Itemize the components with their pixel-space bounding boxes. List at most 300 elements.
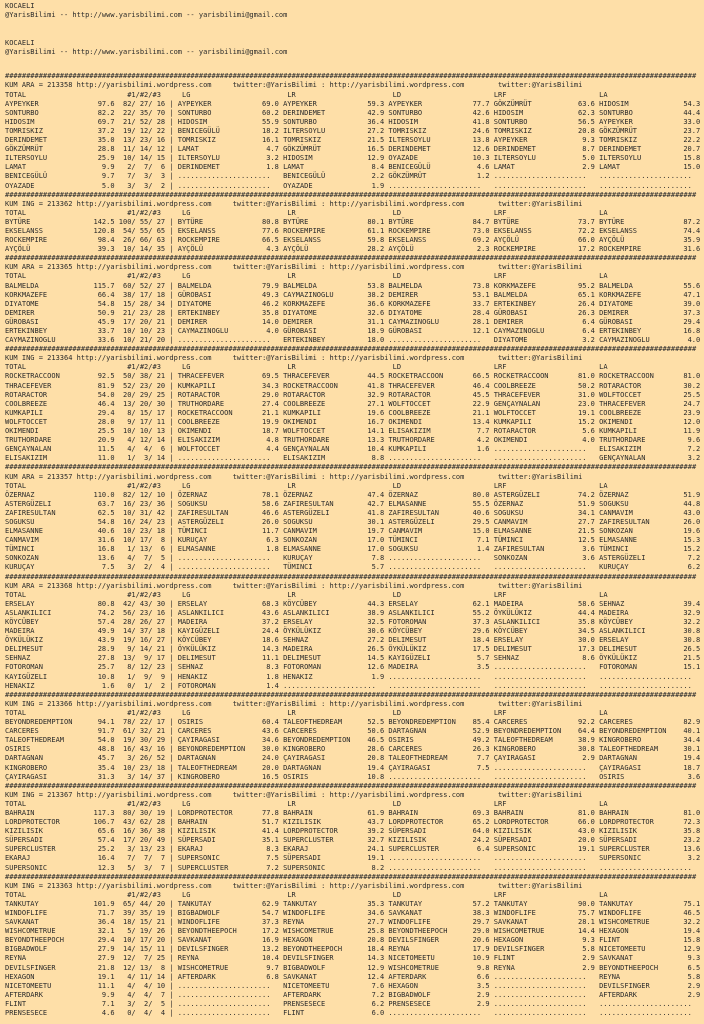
- spacer: [700, 936, 704, 945]
- la-horse-name: MADEIRA: [599, 608, 629, 617]
- lr-score: 28.6: [367, 745, 385, 754]
- blog-link: http://yarisbilimi.wordpress.com: [76, 472, 212, 481]
- lrf-score: 81.0: [578, 808, 595, 817]
- lg-empty-cell: ......................: [177, 1009, 271, 1018]
- horse-name: ZAFIRESULTAN: [5, 508, 56, 517]
- la-score: 15.8: [683, 936, 701, 945]
- la-horse-name: ROTARACTOR: [599, 381, 642, 390]
- ld-horse-name: REYNA: [388, 945, 410, 954]
- placings: 9/ 14/ 21: [118, 645, 166, 654]
- lr-score: 5.7: [371, 563, 385, 572]
- section-header: [5, 882, 696, 891]
- spacer: [700, 109, 704, 118]
- lr-horse-name: KUMKAPILI: [283, 408, 322, 417]
- twitter-handle: twitter:@YarisBilimi: [498, 472, 583, 481]
- placings: 1/ 3/ 14: [118, 454, 166, 463]
- column-header-ld: LD: [392, 90, 402, 99]
- column-header-lr: LR: [287, 272, 296, 281]
- lr-score: 10.8: [367, 772, 385, 781]
- race-section: [5, 572, 701, 691]
- lr-horse-name: GÜROBASI: [283, 327, 317, 335]
- table-row: [5, 718, 701, 727]
- twitter-handle: twitter:@YarisBilimi: [498, 354, 583, 363]
- lg-score: 46.2: [262, 299, 279, 308]
- lrf-score: 72.2: [578, 226, 595, 235]
- placings: 43/ 62/ 28: [118, 818, 166, 827]
- lrf-horse-name: SÜPERSADI: [493, 836, 532, 845]
- la-horse-name: KURUÇAY: [599, 563, 629, 572]
- horse-name: DERINDEMET: [5, 136, 48, 145]
- lr-score: 6.0: [371, 1009, 385, 1018]
- column-header-total: TOTAL: [5, 208, 27, 217]
- la-horse-name: AFTERDARK: [599, 990, 638, 999]
- ld-score: 33.7: [472, 299, 490, 308]
- lrf-score: 38.9: [578, 736, 595, 745]
- la-horse-name: SÜPERSADI: [599, 836, 637, 845]
- ld-horse-name: BALMELDA: [388, 281, 423, 290]
- placings: 10/ 21/ 20: [118, 336, 166, 345]
- lr-horse-name: REYNA: [283, 918, 305, 927]
- table-row: [5, 845, 701, 854]
- lg-score: 4.0: [266, 327, 279, 335]
- ld-horse-name: ZAFIRESULTAN: [388, 508, 439, 517]
- placings: 10/ 14/ 35: [118, 245, 166, 254]
- placings: 4/ 11/ 14: [118, 972, 166, 981]
- la-score: 75.1: [683, 899, 701, 908]
- total-score: 54.8: [97, 299, 115, 308]
- lr-horse-name: ILTERSOYLU: [283, 126, 326, 135]
- total-score: 7.5: [101, 563, 115, 572]
- spacer: [700, 372, 704, 381]
- lg-score: 13.2: [262, 945, 279, 954]
- lrf-score: 58.6: [578, 599, 595, 608]
- ld-score: 7.5: [476, 763, 490, 772]
- total-score: 82.2: [97, 108, 115, 117]
- lrf-score: 5.8: [582, 945, 595, 954]
- total-score: 117.3: [93, 808, 115, 817]
- lrf-horse-name: CARCERES: [493, 718, 528, 727]
- la-horse-name: ILTERSOYLU: [599, 154, 642, 163]
- ld-score: 10.9: [472, 954, 490, 963]
- ld-score: 1.4: [476, 545, 490, 554]
- column-header-lr: LR: [287, 890, 296, 899]
- ld-score: 1.2: [476, 172, 490, 181]
- ld-score: 55.2: [472, 608, 490, 617]
- lg-score: 4.3: [266, 245, 279, 254]
- ld-horse-name: PRENSESECE: [388, 999, 431, 1008]
- spacer: [700, 663, 704, 672]
- la-horse-name: ERTEKINBEY: [599, 327, 642, 335]
- column-separator: |: [169, 145, 174, 154]
- table-row: [5, 417, 701, 427]
- placings: 10/ 10/ 23: [118, 327, 166, 335]
- ld-horse-name: BYTÜRE: [388, 217, 414, 226]
- lg-horse-name: ROCKEMPIRE: [177, 236, 220, 245]
- lrf-horse-name: FLINT: [493, 954, 515, 963]
- lg-score: 8.3: [266, 663, 279, 672]
- horse-name: KURUÇAY: [5, 563, 35, 572]
- lg-horse-name: ILTERSOYLU: [177, 154, 220, 163]
- spacer: [700, 227, 704, 236]
- total-score: 62.5: [97, 508, 115, 517]
- lr-score: 10.4: [367, 445, 385, 454]
- lrf-score: 44.4: [578, 608, 595, 617]
- column-separator: |: [169, 308, 174, 317]
- lr-score: 16.5: [367, 145, 385, 154]
- colon-separator: :: [321, 263, 326, 272]
- total-score: 13.6: [97, 554, 115, 563]
- ld-score: 3.5: [476, 981, 490, 990]
- total-score: 80.8: [97, 599, 115, 608]
- total-score: 54.0: [97, 736, 115, 745]
- lr-horse-name: WOLFTOCCET: [283, 427, 326, 436]
- ld-score: 73.8: [472, 281, 490, 290]
- placings: 5/ 19/ 26: [118, 927, 166, 936]
- lg-score: 14.3: [262, 645, 279, 654]
- ld-score: 6.6: [476, 972, 490, 981]
- lr-horse-name: OKIMENDI: [283, 417, 317, 426]
- twitter-handle: twitter:@YarisBilimi: [232, 199, 317, 208]
- table-row: [5, 126, 701, 136]
- column-header-1-2-3: #1/#2/#3: [127, 799, 161, 808]
- column-separator: |: [169, 390, 174, 399]
- ld-empty-cell: ......................: [388, 1009, 482, 1018]
- spacer: [700, 554, 704, 563]
- ld-horse-name: ÖYKÜLÜKIZ: [388, 645, 427, 654]
- la-score: 30.8: [683, 636, 701, 645]
- spacer: [700, 600, 704, 609]
- ld-horse-name: SOGUKSU: [388, 545, 418, 554]
- lr-score: 30.1: [367, 517, 385, 526]
- twitter-handle: twitter:@YarisBilimi: [498, 263, 583, 272]
- lg-score: 1.8: [266, 545, 279, 554]
- spacer: [700, 1000, 704, 1009]
- ld-horse-name: KÖYCÜBEY: [388, 627, 423, 636]
- total-score: 10.8: [97, 672, 115, 681]
- la-horse-name: TRUTHORDARE: [599, 436, 646, 445]
- table-row: [5, 490, 701, 500]
- lg-horse-name: KAYIGÜZELI: [177, 627, 220, 636]
- lr-score: 28.2: [367, 245, 385, 254]
- separator-line: ####################################################################################################################################################################: [5, 72, 697, 81]
- la-score: 32.9: [683, 608, 701, 617]
- table-row: [5, 918, 701, 927]
- table-row: [5, 154, 701, 163]
- horse-name: ASTERGÜZELI: [5, 499, 52, 508]
- column-separator: |: [169, 445, 174, 454]
- ld-horse-name: TÜMINCI: [388, 536, 418, 545]
- total-score: 97.6: [97, 99, 115, 108]
- blog-link: http://yarisbilimi.wordpress.com: [329, 81, 465, 90]
- la-horse-name: OSIRIS: [599, 772, 625, 781]
- race-section: [5, 781, 701, 873]
- lrf-score: 4.0: [582, 436, 595, 445]
- spacer: [700, 982, 704, 991]
- total-score: 16.8: [97, 545, 115, 554]
- lrf-empty-cell: ......................: [493, 981, 587, 990]
- table-row: [5, 736, 701, 745]
- lr-score: 39.2: [367, 827, 385, 836]
- table-row: [5, 745, 701, 754]
- column-separator: |: [169, 899, 174, 908]
- lrf-score: 20.8: [578, 126, 595, 135]
- lr-horse-name: BENICEGÜLÜ: [283, 172, 326, 181]
- spacer: [700, 618, 704, 627]
- la-horse-name: SUPERCLUSTER: [599, 845, 650, 854]
- horse-name: GENÇAYNALAN: [5, 445, 52, 454]
- lr-score: 12.9: [367, 154, 385, 163]
- lr-score: 17.0: [367, 545, 385, 554]
- lg-score: 78.1: [262, 490, 279, 499]
- horse-name: ERSELAY: [5, 599, 35, 608]
- lg-horse-name: TOMRISKIZ: [177, 136, 216, 145]
- spacer: [700, 1009, 704, 1018]
- lg-horse-name: KINGROBERO: [177, 772, 220, 781]
- column-header-row: [5, 363, 696, 372]
- lr-horse-name: CANMAVIM: [283, 527, 317, 536]
- ld-score: 2.9: [476, 990, 490, 999]
- column-separator: |: [169, 918, 174, 927]
- column-separator: |: [169, 417, 174, 426]
- la-score: 82.9: [683, 718, 701, 727]
- lg-score: 29.0: [262, 390, 279, 399]
- total-score: 54.8: [97, 517, 115, 526]
- lr-score: 27.1: [367, 399, 385, 408]
- ld-horse-name: FOTOROMAN: [388, 618, 427, 626]
- la-score: 44.4: [683, 108, 701, 117]
- horse-name: SEHNAZ: [5, 654, 31, 663]
- column-header-row: [5, 591, 696, 600]
- la-horse-name: SAVKANAT: [599, 954, 633, 963]
- total-score: 35.0: [97, 136, 115, 145]
- la-empty-cell: ......................: [599, 181, 692, 190]
- la-score: 33.0: [683, 117, 701, 126]
- lrf-horse-name: BALMELDA: [493, 290, 528, 299]
- column-header-la: LA: [599, 799, 608, 808]
- race-sections: [5, 72, 701, 1018]
- lg-horse-name: WOLFTOCCET: [177, 445, 220, 454]
- ld-score: 41.8: [472, 117, 490, 126]
- horse-name: ÇAYIRAGASI: [5, 772, 48, 781]
- placings: 19/ 16/ 27: [118, 636, 166, 645]
- total-score: 27.8: [97, 654, 115, 663]
- lg-score: 77.8: [262, 808, 279, 817]
- la-horse-name: GENÇAYNALAN: [599, 454, 646, 463]
- placings: 22/ 35/ 70: [118, 108, 166, 117]
- blog-link: http://yarisbilimi.wordpress.com: [329, 881, 465, 890]
- ld-horse-name: TRUTHORDARE: [388, 436, 435, 445]
- lrf-score: 74.2: [578, 490, 595, 499]
- column-separator: |: [169, 927, 174, 936]
- blog-link: http://yarisbilimi.wordpress.com: [76, 790, 212, 799]
- lr-horse-name: ROCKETRACCOON: [283, 381, 338, 390]
- placings: 12/ 13/ 8: [118, 963, 166, 972]
- ld-score: 65.2: [472, 818, 490, 827]
- placings: 60/ 52/ 27: [118, 281, 166, 290]
- placings: 3/ 26/ 52: [118, 754, 166, 763]
- spacer: [700, 645, 704, 654]
- total-score: 69.7: [97, 117, 115, 126]
- la-horse-name: CAYMAZINOGLU: [599, 336, 650, 345]
- lg-horse-name: ROCKETRACCOON: [177, 408, 233, 417]
- lr-horse-name: BEYONDTHEEPOCH: [283, 945, 343, 954]
- column-separator: |: [169, 818, 174, 827]
- la-score: 21.5: [683, 654, 701, 663]
- la-horse-name: DIYATOME: [599, 299, 633, 308]
- table-row: [5, 508, 701, 518]
- spacer: [700, 436, 704, 445]
- column-header-la: LA: [599, 363, 608, 372]
- lr-score: 27.2: [367, 636, 385, 645]
- lg-score: 69.0: [262, 99, 279, 108]
- placings: 78/ 22/ 17: [118, 718, 166, 727]
- spacer: [700, 518, 704, 527]
- lg-empty-cell: ......................: [177, 181, 271, 190]
- lg-score: 4.4: [266, 445, 279, 454]
- lg-horse-name: KUMKAPILI: [177, 381, 216, 390]
- la-score: 32.2: [683, 618, 701, 626]
- lr-horse-name: ROTARACTOR: [283, 390, 326, 399]
- ld-score: 12.1: [472, 327, 490, 335]
- spacer: [700, 718, 704, 727]
- lr-horse-name: SEHNAZ: [283, 636, 309, 645]
- ld-score: 85.4: [472, 718, 490, 727]
- lg-horse-name: ERSELAY: [177, 599, 208, 608]
- lrf-horse-name: SONTURBO: [493, 117, 528, 126]
- lr-horse-name: EKARAJ: [283, 845, 309, 854]
- table-row: [5, 172, 696, 181]
- horse-name: WINDOFLIFE: [5, 909, 48, 917]
- ld-horse-name: ÇAYIRAGASI: [388, 763, 431, 772]
- total-score: 48.8: [97, 745, 115, 754]
- column-header-lrf: LRF: [493, 208, 507, 217]
- total-score: 57.4: [97, 836, 115, 845]
- lr-horse-name: OYAZADE: [283, 181, 313, 190]
- ld-score: 17.5: [472, 645, 490, 654]
- horse-name: KUMKAPILI: [5, 408, 43, 417]
- lrf-score: 90.0: [578, 899, 595, 908]
- column-separator: |: [169, 554, 174, 563]
- lr-score: 14.3: [367, 954, 385, 963]
- blog-link: http://yarisbilimi.wordpress.com: [329, 354, 465, 363]
- lr-score: 36.6: [367, 299, 385, 308]
- total-score: 63.7: [97, 499, 115, 508]
- ld-score: 2.9: [476, 999, 490, 1008]
- la-score: 35.8: [683, 827, 701, 836]
- lg-score: 69.5: [262, 372, 279, 381]
- lr-score: 35.3: [367, 899, 385, 908]
- blog-link: http://yarisbilimi.wordpress.com: [329, 263, 465, 272]
- horse-name: SÜPERSADI: [5, 836, 43, 845]
- ld-score: 57.2: [472, 899, 490, 908]
- la-score: 81.0: [683, 372, 701, 381]
- lr-score: 1.9: [371, 181, 385, 190]
- lg-score: 7.2: [266, 863, 279, 872]
- twitter-handle: twitter:@YarisBilimi: [232, 581, 317, 590]
- table-row: [5, 527, 701, 536]
- la-horse-name: ÇAYIRAGASI: [599, 763, 642, 772]
- horse-name: CANMAVIM: [5, 536, 39, 545]
- lg-score: 1.8: [266, 163, 279, 172]
- horse-name: TANKUTAY: [5, 899, 39, 908]
- column-header-total: TOTAL: [5, 272, 27, 281]
- blog-link: http://yarisbilimi.wordpress.com: [329, 472, 465, 481]
- la-score: 39.4: [683, 599, 701, 608]
- ld-score: 15.0: [472, 527, 490, 536]
- lrf-horse-name: BEYONDREDEMPTION: [493, 727, 562, 736]
- lg-horse-name: KÖYCÜBEY: [177, 636, 212, 645]
- ld-score: 13.4: [472, 417, 490, 426]
- placings: 3/ 13/ 23: [118, 845, 166, 854]
- horse-name: AFTERDARK: [5, 990, 43, 999]
- lg-horse-name: TALEOFTHEDREAM: [177, 763, 237, 772]
- lrf-score: 2.9: [582, 754, 595, 763]
- placings: 17/ 20/ 49: [118, 836, 166, 845]
- ld-horse-name: ROTARACTOR: [388, 390, 431, 399]
- colon-separator: :: [321, 81, 326, 90]
- lr-score: 7.2: [371, 990, 385, 999]
- horse-name: WISHCOMETRUE: [5, 927, 56, 936]
- horse-name: HEXAGON: [5, 972, 35, 981]
- lr-horse-name: COOLBREEZE: [283, 399, 326, 408]
- lrf-horse-name: ROCKEMPIRE: [493, 245, 536, 254]
- ld-horse-name: OKIMENDI: [388, 417, 423, 426]
- column-separator: |: [169, 408, 174, 417]
- column-separator: |: [169, 845, 174, 854]
- placings: 14/ 37/ 18: [118, 627, 166, 636]
- lrf-score: 6.4: [582, 327, 595, 335]
- la-score: 81.0: [683, 808, 701, 817]
- lr-horse-name: ERTEKINBEY: [283, 336, 326, 345]
- ld-horse-name: AFTERDARK: [388, 972, 427, 981]
- ld-score: 21.1: [472, 408, 490, 417]
- column-header-lrf: LRF: [493, 590, 507, 599]
- la-score: 23.7: [683, 126, 701, 135]
- column-separator: |: [169, 108, 174, 117]
- column-header-1-2-3: #1/#2/#3: [127, 708, 161, 717]
- table-row: [5, 673, 696, 682]
- horse-name: TRUTHORDARE: [5, 436, 52, 445]
- column-header-ld: LD: [392, 208, 402, 217]
- spacer: [700, 382, 704, 391]
- horse-name: TÜMINCI: [5, 545, 35, 554]
- lg-horse-name: LORDPROTECTOR: [177, 808, 233, 817]
- lr-score: 27.7: [367, 918, 385, 927]
- lr-horse-name: LAMAT: [283, 163, 305, 172]
- ld-horse-name: ASTERGÜZELI: [388, 517, 435, 526]
- lrf-score: 15.2: [578, 417, 595, 426]
- lg-score: 49.3: [262, 290, 279, 299]
- lr-score: 46.5: [367, 736, 385, 745]
- table-row: [5, 99, 701, 109]
- lrf-horse-name: AYPEYKER: [493, 136, 528, 145]
- city-title: KOCAELI: [5, 39, 35, 48]
- spacer: [700, 809, 704, 818]
- ld-empty-cell: ......................: [388, 181, 482, 190]
- ld-score: 73.0: [472, 226, 490, 235]
- placings: 18/ 15/ 21: [118, 918, 166, 927]
- ld-score: 80.0: [472, 490, 490, 499]
- blog-link: http://yarisbilimi.wordpress.com: [329, 581, 465, 590]
- placings: 7/ 7/ 7: [118, 854, 166, 863]
- la-horse-name: WINDOFLIFE: [599, 909, 642, 917]
- lr-score: 1.9: [371, 672, 385, 681]
- column-header-lr: LR: [287, 363, 296, 372]
- la-score: 3.2: [687, 454, 701, 463]
- spacer: [700, 400, 704, 409]
- section-header: [5, 263, 696, 272]
- horse-name: KORKMAZEFE: [5, 290, 48, 299]
